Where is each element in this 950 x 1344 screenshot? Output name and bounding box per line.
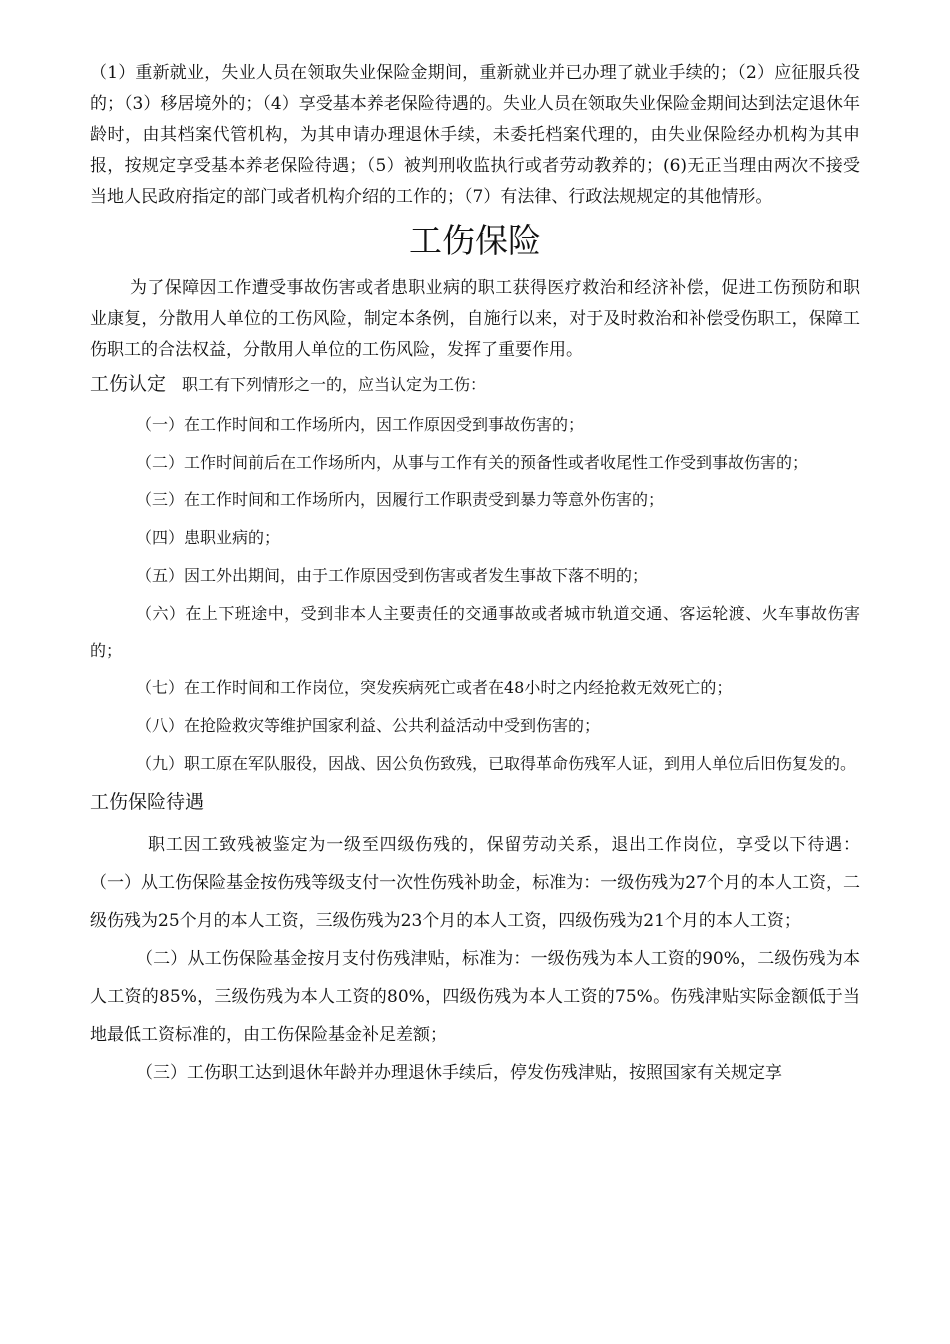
recognition-item: （四）患职业病的； [136, 528, 281, 547]
recognition-item: （六）在上下班途中，受到非本人主要责任的交通事故或者城市轨道交通、客运轮渡、火车事故伤害的； [90, 604, 860, 660]
recognition-item: （一）在工作时间和工作场所内，因工作原因受到事故伤害的； [136, 415, 585, 434]
recognition-item: （五）因工外出期间，由于工作原因受到伤害或者发生事故下落不明的； [136, 566, 649, 585]
recognition-heading: 工伤认定 [90, 373, 167, 395]
recognition-item: （七）在工作时间和工作岗位，突发疾病死亡或者在48小时之内经抢救无效死亡的； [136, 678, 733, 697]
recognition-header [90, 370, 860, 398]
treatment-paragraph: 职工因工致残被鉴定为一级至四级伤残的，保留劳动关系，退出工作岗位，享受以下待遇：（一）从工伤保险基金按伤残等级支付一次性伤残补助金，标准为：一级伤残为27个月的本人工资，二级伤残为25个月的本人工资，三级伤残为23个月的本人工资，四级伤残为21个月的本人工资； [90, 835, 860, 931]
treatment-paragraph: （三）工伤职工达到退休年龄并办理退休手续后，停发伤残津贴，按照国家有关规定享 [136, 1063, 782, 1083]
recognition-item: （九）职工原在军队服役，因战、因公负伤致残，已取得革命伤残军人证，到用人单位后旧伤复发的。 [136, 754, 857, 773]
intro-paragraph: 为了保障因工作遭受事故伤害或者患职业病的职工获得医疗救治和经济补偿，促进工伤预防和职业康复，分散用人单位的工伤风险，制定本条例，自施行以来，对于及时救治和补偿受伤职工，保障工伤职工的合法权益，分散用人单位的工伤风险，发挥了重要作用。 [90, 278, 860, 360]
recognition-item: （二）工作时间前后在工作场所内，从事与工作有关的预备性或者收尾性工作受到事故伤害的； [136, 453, 809, 472]
recognition-item: （八）在抢险救灾等维护国家利益、公共利益活动中受到伤害的； [136, 716, 601, 735]
unemployment-paragraph: （1）重新就业，失业人员在领取失业保险金期间，重新就业并已办理了就业手续的；（2）应征服兵役的；（3）移居境外的；（4）享受基本养老保险待遇的。失业人员在领取失业保险金期间达到法定退休年龄时，由其档案代管机构，为其申请办理退休手续，未委托档案代理的，由失业保险经办机构为其申报，按规定享受基本养老保险待遇；（5）被判刑收监执行或者劳动教养的；(6)无正当理由两次不接受当地人民政府指定的部门或者机构介绍的工作的；（7）有法律、行政法规规定的其他情形。 [90, 63, 860, 207]
recognition-lead: 职工有下列情形之一的，应当认定为工伤： [182, 375, 487, 394]
page-title: 工伤保险 [409, 221, 541, 260]
treatment-paragraph: （二）从工伤保险基金按月支付伤残津贴，标准为：一级伤残为本人工资的90%，二级伤残为本人工资的85%，三级伤残为本人工资的80%，四级伤残为本人工资的75%。伤残津贴实际金额低于当地最低工资标准的，由工伤保险基金补足差额； [90, 949, 860, 1045]
document-page [90, 58, 860, 1092]
treatment-heading: 工伤保险待遇 [90, 791, 205, 813]
recognition-item: （三）在工作时间和工作场所内，因履行工作职责受到暴力等意外伤害的； [136, 490, 665, 509]
